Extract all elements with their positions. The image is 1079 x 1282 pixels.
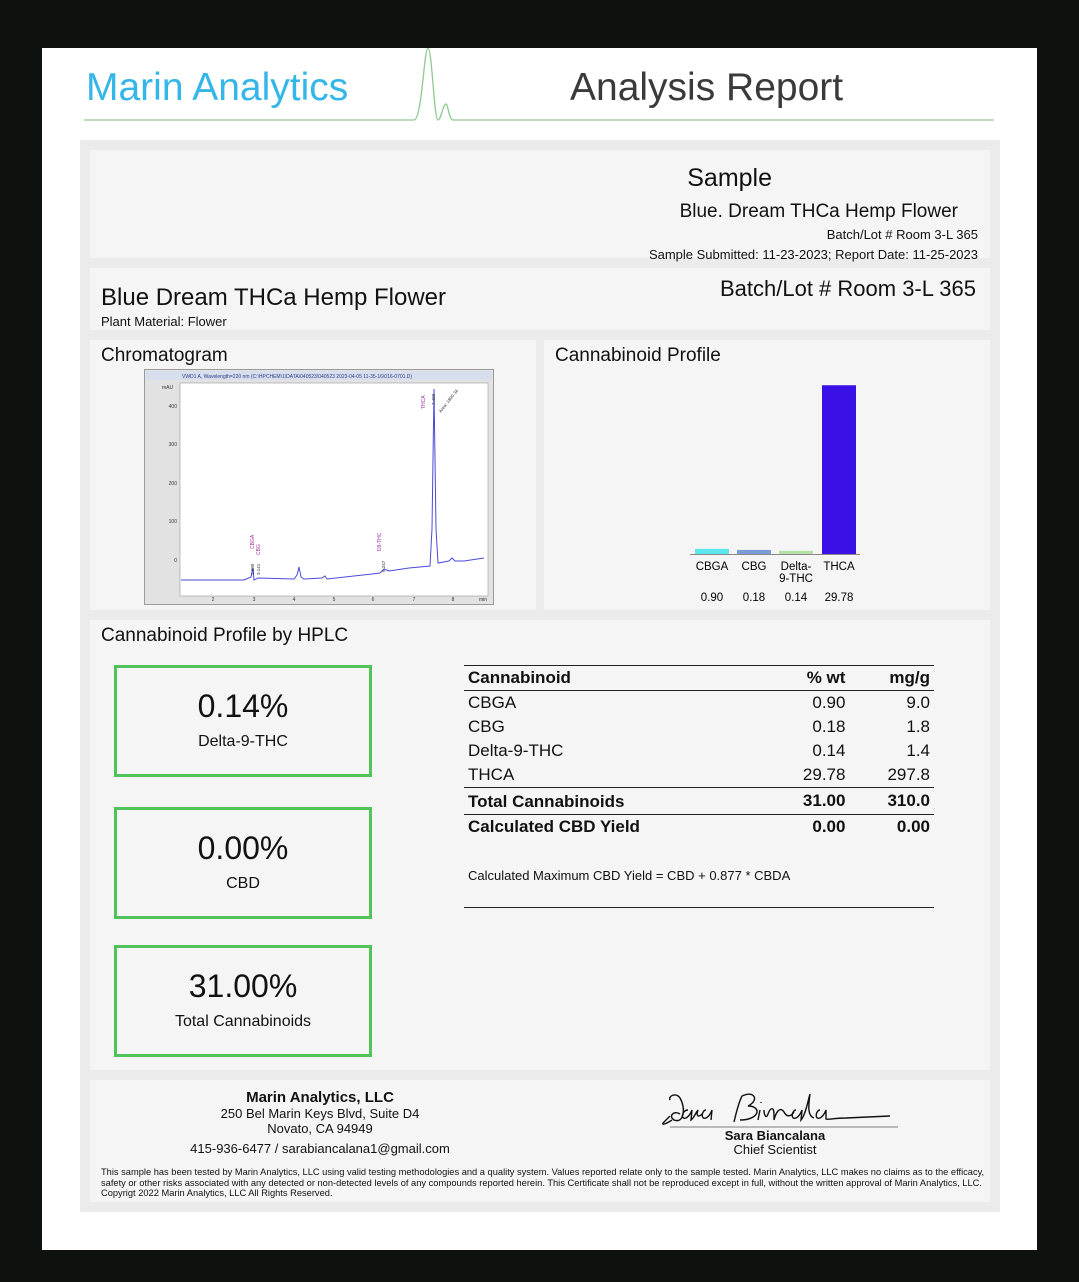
table-row bbox=[464, 691, 934, 716]
sample-panel bbox=[90, 150, 990, 262]
sample-batch: Batch/Lot # Room 3-L 365 bbox=[826, 227, 978, 242]
hplc-title: Cannabinoid Profile by HPLC bbox=[101, 625, 349, 646]
y-unit: mAU bbox=[162, 385, 174, 391]
cell-mg: 1.8 bbox=[906, 717, 930, 736]
table-header-row bbox=[464, 666, 934, 691]
table-row bbox=[464, 763, 934, 788]
category-label: 9-THC bbox=[779, 573, 813, 585]
category-label: THCA bbox=[823, 561, 855, 573]
report-title: Analysis Report bbox=[570, 66, 844, 109]
cell-mg: 310.0 bbox=[849, 788, 934, 815]
chromatogram-panel bbox=[90, 340, 536, 610]
chromatogram-header: VWD1 A, Wavelength=220 nm (C:\HPCHEM\1\DATA\040523\040523 2023-04-05 11-35-16\016-0701.D) bbox=[182, 374, 413, 380]
category-label: CBGA bbox=[695, 561, 729, 573]
x-tick: 2 bbox=[211, 597, 215, 603]
peak-time: 2.980 bbox=[250, 563, 255, 575]
cannabinoid-table bbox=[464, 665, 934, 839]
value-label: 0.14 bbox=[784, 592, 808, 604]
category-label: Delta- bbox=[780, 561, 812, 573]
bar-2 bbox=[779, 551, 813, 554]
cell-name: Delta-9-THC bbox=[468, 741, 564, 760]
cell-mg: 297.8 bbox=[887, 765, 930, 784]
x-tick: 6 bbox=[371, 597, 375, 603]
cell-pct: 0.18 bbox=[812, 717, 846, 736]
result-value: 0.00% bbox=[197, 830, 289, 866]
peak-area: Area: 1890.34 bbox=[437, 388, 460, 414]
cell-mg: 1.4 bbox=[906, 741, 930, 760]
y-tick: 200 bbox=[168, 481, 177, 487]
result-value: 31.00% bbox=[188, 968, 298, 1004]
product-batch: Batch/Lot # Room 3-L 365 bbox=[719, 276, 976, 301]
hplc-panel bbox=[90, 620, 990, 1070]
product-panel bbox=[90, 268, 990, 330]
result-label: Delta-9-THC bbox=[198, 733, 288, 750]
peak-time: 7.489 bbox=[431, 393, 436, 405]
signer-role: Chief Scientist bbox=[733, 1142, 817, 1157]
value-label: 0.18 bbox=[742, 592, 766, 604]
cell-name: Calculated CBD Yield bbox=[468, 817, 640, 836]
cell-pct: 31.00 bbox=[765, 788, 850, 815]
result-box-delta9 bbox=[114, 665, 372, 777]
company-name: Marin Analytics, LLC bbox=[246, 1089, 394, 1106]
footer-panel bbox=[90, 1080, 990, 1202]
cell-pct: 0.00 bbox=[812, 817, 846, 836]
report-header bbox=[42, 48, 1037, 138]
cell-mg: 0.00 bbox=[896, 817, 930, 836]
peak-label: THCA bbox=[421, 395, 427, 409]
table-total-row bbox=[464, 788, 934, 815]
peak-time: 3.141 bbox=[256, 563, 261, 575]
company-address-line2: Novato, CA 94949 bbox=[267, 1121, 373, 1136]
x-tick: 4 bbox=[292, 597, 296, 603]
product-name: Blue Dream THCa Hemp Flower bbox=[101, 284, 446, 311]
peak-time: 6.247 bbox=[381, 560, 386, 572]
result-value: 0.14% bbox=[197, 688, 289, 724]
report-body bbox=[80, 140, 1000, 1212]
company-address-line1: 250 Bel Marin Keys Blvd, Suite D4 bbox=[220, 1106, 420, 1121]
result-label: Total Cannabinoids bbox=[174, 1013, 312, 1030]
result-box-total bbox=[114, 945, 372, 1057]
cell-name: CBG bbox=[468, 717, 505, 736]
cbd-formula: Calculated Maximum CBD Yield = CBD + 0.877 * CBDA bbox=[468, 868, 791, 883]
x-unit: min bbox=[478, 597, 488, 603]
x-tick: 3 bbox=[252, 597, 256, 603]
bar-1 bbox=[737, 550, 771, 554]
sample-heading: Sample bbox=[687, 164, 772, 192]
value-label: 29.78 bbox=[824, 592, 854, 604]
value-label: 0.90 bbox=[700, 592, 724, 604]
x-tick: 8 bbox=[451, 597, 455, 603]
divider bbox=[464, 907, 934, 908]
result-label: CBD bbox=[226, 875, 260, 892]
peak-label: CBG bbox=[256, 544, 262, 555]
signature-image bbox=[650, 1084, 910, 1134]
chromatogram-image bbox=[144, 369, 494, 605]
cell-name: Total Cannabinoids bbox=[464, 788, 765, 815]
bar-0 bbox=[695, 549, 729, 554]
disclaimer: This sample has been tested by Marin Analytics, LLC using valid testing methodologies and a quality system. Values reported relate only to the sample tested. Marin Analytics, LLC makes no claims as to the efficacy, safety or other risks associated with any detected or non-detected levels of any compounds reported herein. This Certificate shall not be reproduced except in full, without the written approval of Marin Analytics, LLC. Copyrigt 2022 Marin Analytics, LLC All Rights Reserved. bbox=[101, 1167, 985, 1198]
cell-name: THCA bbox=[468, 765, 515, 784]
brand-name: Marin Analytics bbox=[86, 66, 349, 109]
column-header: Cannabinoid bbox=[464, 666, 765, 691]
peak-label: D9-THC bbox=[377, 532, 383, 551]
signer-name: Sara Biancalana bbox=[724, 1128, 826, 1143]
result-box-cbd bbox=[114, 807, 372, 919]
y-tick: 300 bbox=[168, 442, 177, 448]
company-contact: 415-936-6477 / sarabiancalana1@gmail.com bbox=[190, 1141, 450, 1156]
y-tick: 100 bbox=[168, 519, 177, 525]
table-row bbox=[464, 739, 934, 763]
cell-pct: 0.14 bbox=[812, 741, 846, 760]
cannabinoid-profile-panel bbox=[544, 340, 990, 610]
cell-pct: 29.78 bbox=[802, 765, 846, 784]
chromatogram-title: Chromatogram bbox=[101, 345, 228, 366]
x-tick: 5 bbox=[332, 597, 336, 603]
cell-mg: 9.0 bbox=[906, 693, 930, 712]
cannabinoid-bar-chart bbox=[544, 340, 990, 610]
chart-title: Cannabinoid Profile bbox=[555, 345, 721, 366]
category-label: CBG bbox=[741, 561, 767, 573]
sample-product: Blue. Dream THCa Hemp Flower bbox=[679, 201, 958, 222]
cell-name: CBGA bbox=[468, 693, 517, 712]
sample-dates: Sample Submitted: 11-23-2023; Report Date: 11-25-2023 bbox=[648, 247, 978, 262]
cell-pct: 0.90 bbox=[812, 693, 846, 712]
peak-label: CBGA bbox=[250, 534, 256, 549]
y-tick: 400 bbox=[168, 404, 177, 410]
product-material: Plant Material: Flower bbox=[101, 314, 227, 329]
x-tick: 7 bbox=[412, 597, 416, 603]
y-tick: 0 bbox=[174, 558, 177, 564]
table-cbd-row bbox=[464, 815, 934, 840]
bar-3 bbox=[822, 385, 856, 554]
report-page bbox=[42, 48, 1037, 1250]
column-header: mg/g bbox=[849, 666, 934, 691]
column-header: % wt bbox=[765, 666, 850, 691]
table-row bbox=[464, 715, 934, 739]
